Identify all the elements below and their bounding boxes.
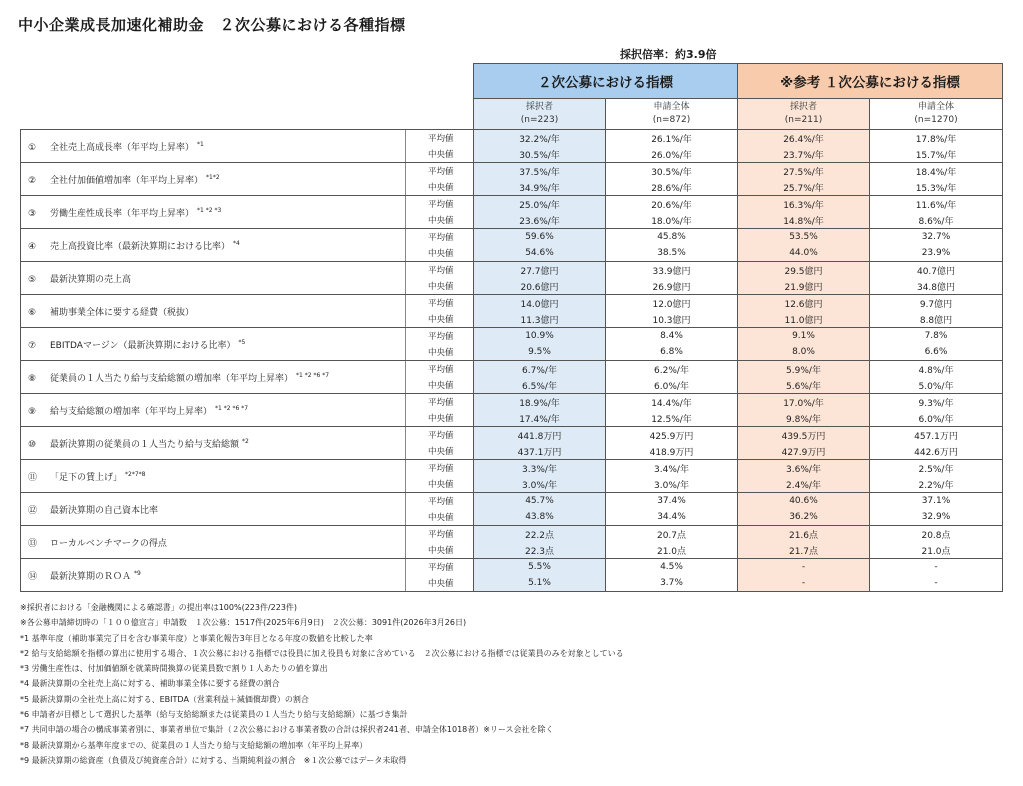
value-cell: 6.8% (606, 344, 738, 361)
value-cell: 11.6%/年 (870, 196, 1003, 213)
value-cell: 16.3%/年 (738, 196, 870, 213)
value-cell: 30.5%/年 (606, 163, 738, 180)
stat-label-average: 平均値 (406, 196, 474, 213)
indicator-label (21, 229, 406, 262)
stat-label-average: 平均値 (406, 460, 474, 477)
stat-label-median: 中央値 (406, 410, 474, 427)
table-row (21, 394, 1003, 411)
value-cell: 36.2% (738, 509, 870, 526)
value-cell: 8.4% (606, 328, 738, 345)
value-cell: 8.8億円 (870, 311, 1003, 328)
value-cell: 9.3%/年 (870, 394, 1003, 411)
value-cell: 17.8%/年 (870, 130, 1003, 147)
table-row (21, 262, 1003, 279)
selection-ratio: 採択倍率：約3.9倍 (620, 48, 717, 61)
table-row (21, 295, 1003, 312)
stat-label-median: 中央値 (406, 245, 474, 262)
indicator-number: ① (28, 142, 37, 153)
stat-label-median: 中央値 (406, 377, 474, 394)
indicator-name: 労働生産性成長率（年平均上昇率） (50, 208, 195, 219)
indicator-number: ⑦ (28, 340, 37, 351)
indicator-name: 全社付加価値増加率（年平均上昇率） (50, 175, 204, 186)
value-cell: 23.6%/年 (474, 212, 606, 229)
value-cell: 457.1万円 (870, 427, 1003, 444)
indicator-label (21, 559, 406, 592)
indicator-name: 最新決算期の自己資本比率 (50, 505, 159, 516)
stat-label-median: 中央値 (406, 179, 474, 196)
value-cell: 11.0億円 (738, 311, 870, 328)
stat-label-median: 中央値 (406, 542, 474, 559)
value-cell: 12.6億円 (738, 295, 870, 312)
value-cell: 442.6万円 (870, 443, 1003, 460)
value-cell: 7.8% (870, 328, 1003, 345)
table-row (21, 526, 1003, 543)
indicator-number: ⑨ (28, 406, 37, 417)
value-cell: 4.5% (606, 559, 738, 576)
value-cell: 9.5% (474, 344, 606, 361)
footnote-line: ※各公募申請締切時の「１００億宣言」申請数 １次公募：1517件(2025年6月9日) ２次公募：3091件(2026年3月26日) (20, 618, 467, 628)
value-cell: 54.6% (474, 245, 606, 262)
value-cell: 18.9%/年 (474, 394, 606, 411)
value-cell: 6.0%/年 (606, 377, 738, 394)
table-row (21, 460, 1003, 477)
value-cell: 9.7億円 (870, 295, 1003, 312)
footnote-line: *2 給与支給総額を指標の算出に使用する場合、１次公募における指標では役員に加え役員も対象に含めている ２次公募における指標では従業員のみを対象としている (20, 648, 624, 658)
value-cell: 2.2%/年 (870, 476, 1003, 493)
value-cell: - (738, 559, 870, 576)
footnote-line: *1 基準年度（補助事業完了日を含む事業年度）と事業化報告3年目となる年度の数値を比較した率 (20, 633, 373, 643)
value-cell: 3.4%/年 (606, 460, 738, 477)
footnote-line: *9 最新決算期の総資産（負債及び純資産合計）に対する、当期純利益の割合 ※１次公募ではデータ未取得 (20, 755, 407, 765)
value-cell: 26.1%/年 (606, 130, 738, 147)
indicator-table (20, 63, 1003, 592)
value-cell: 32.7% (870, 229, 1003, 246)
value-cell: 12.0億円 (606, 295, 738, 312)
indicator-number: ⑭ (28, 571, 38, 582)
value-cell: 9.1% (738, 328, 870, 345)
value-cell: 14.4%/年 (606, 394, 738, 411)
value-cell: - (870, 559, 1003, 576)
value-cell: 425.9万円 (606, 427, 738, 444)
indicator-name: 全社売上高成長率（年平均上昇率） (50, 142, 195, 153)
footnote-line: ※採択者における「金融機関による確認書」の提出率は100%(223件/223件) (20, 603, 298, 612)
value-cell: 25.0%/年 (474, 196, 606, 213)
footnote-line: *4 最新決算期の全社売上高に対する、補助事業全体に要する経費の割合 (20, 679, 280, 689)
value-cell: 17.4%/年 (474, 410, 606, 427)
value-cell: - (738, 575, 870, 592)
value-cell: 18.0%/年 (606, 212, 738, 229)
indicator-note: *1 (197, 140, 204, 148)
value-cell: 21.0点 (870, 542, 1003, 559)
stat-label-average: 平均値 (406, 493, 474, 510)
value-cell: 441.8万円 (474, 427, 606, 444)
indicator-number: ⑤ (28, 274, 37, 285)
value-cell: 5.1% (474, 575, 606, 592)
footnote-line: *5 最新決算期の全社売上高に対する、EBITDA（営業利益＋減価償却費）の割合 (20, 694, 309, 704)
stat-label-average: 平均値 (406, 394, 474, 411)
stat-label-average: 平均値 (406, 361, 474, 378)
value-cell: 37.5%/年 (474, 163, 606, 180)
footnote-line: *6 申請者が目標として選択した基準（給与支給総額または従業員の１人当たり給与支給総額）に基づき集計 (20, 710, 408, 720)
table-row (21, 328, 1003, 345)
value-cell: 53.5% (738, 229, 870, 246)
value-cell: 15.3%/年 (870, 179, 1003, 196)
value-cell: 3.3%/年 (474, 460, 606, 477)
value-cell: 22.3点 (474, 542, 606, 559)
value-cell: 34.8億円 (870, 278, 1003, 295)
value-cell: 43.8% (474, 509, 606, 526)
value-cell: 26.9億円 (606, 278, 738, 295)
indicator-number: ⑬ (28, 538, 38, 549)
value-cell: 45.7% (474, 493, 606, 510)
value-cell: 45.8% (606, 229, 738, 246)
indicator-label (21, 328, 406, 361)
value-cell: 8.0% (738, 344, 870, 361)
indicator-note: *1 *2 *6 *7 (215, 404, 249, 412)
value-cell: 33.9億円 (606, 262, 738, 279)
value-cell: 20.8点 (870, 526, 1003, 543)
indicator-label (21, 295, 406, 328)
value-cell: 27.7億円 (474, 262, 606, 279)
indicator-label (21, 361, 406, 394)
value-cell: 14.8%/年 (738, 212, 870, 229)
table-row (21, 493, 1003, 510)
value-cell: 27.5%/年 (738, 163, 870, 180)
stat-label-median: 中央値 (406, 278, 474, 295)
indicator-number: ③ (28, 208, 37, 219)
stat-label-median: 中央値 (406, 311, 474, 328)
value-cell: 34.9%/年 (474, 179, 606, 196)
value-cell: 23.7%/年 (738, 146, 870, 163)
stat-label-median: 中央値 (406, 212, 474, 229)
value-cell: 12.5%/年 (606, 410, 738, 427)
footnote-line: *8 最新決算期から基準年度までの、従業員の１人当たり給与支給総額の増加率（年平均上昇率） (20, 740, 368, 750)
footnote-line: *3 労働生産性は、付加価値額を就業時間換算の従業員数で割り１人あたりの値を算出 (20, 664, 328, 674)
group-header-second: ２次公募における指標 (474, 64, 738, 99)
value-cell: 6.5%/年 (474, 377, 606, 394)
value-cell: 30.5%/年 (474, 146, 606, 163)
column-header: 採択者 (n=211) (738, 99, 870, 130)
indicator-label (21, 526, 406, 559)
indicator-label (21, 427, 406, 460)
value-cell: 21.0点 (606, 542, 738, 559)
indicator-note: *4 (233, 239, 240, 247)
indicator-number: ⑫ (28, 505, 38, 516)
stat-label-average: 平均値 (406, 262, 474, 279)
value-cell: 28.6%/年 (606, 179, 738, 196)
indicator-number: ⑧ (28, 373, 37, 384)
indicator-number: ⑪ (28, 472, 38, 483)
indicator-name: 最新決算期の売上高 (50, 274, 132, 285)
value-cell: 5.9%/年 (738, 361, 870, 378)
value-cell: 20.7点 (606, 526, 738, 543)
stat-label-average: 平均値 (406, 295, 474, 312)
indicator-name: 従業員の１人当たり給与支給総額の増加率（年平均上昇率） (50, 373, 294, 384)
value-cell: 21.6点 (738, 526, 870, 543)
value-cell: 6.0%/年 (870, 410, 1003, 427)
stat-label-average: 平均値 (406, 130, 474, 147)
value-cell: 10.9% (474, 328, 606, 345)
stat-label-average: 平均値 (406, 526, 474, 543)
indicator-name: 「足下の賃上げ」 (50, 472, 123, 483)
stat-label-median: 中央値 (406, 146, 474, 163)
value-cell: 32.9% (870, 509, 1003, 526)
stat-label-average: 平均値 (406, 163, 474, 180)
value-cell: 11.3億円 (474, 311, 606, 328)
value-cell: 18.4%/年 (870, 163, 1003, 180)
value-cell: 22.2点 (474, 526, 606, 543)
indicator-name: 給与支給総額の増加率（年平均上昇率） (50, 406, 213, 417)
footnote-line: *7 共同申請の場合の構成事業者別に、事業者単位で集計（２次公募における事業者数の合計は採択者241者、申請全体1018者）※リース会社を除く (20, 725, 554, 735)
value-cell: 2.4%/年 (738, 476, 870, 493)
indicator-note: *1 *2 *6 *7 (296, 371, 330, 379)
indicator-number: ⑥ (28, 307, 37, 318)
value-cell: 4.8%/年 (870, 361, 1003, 378)
indicator-label (21, 130, 406, 163)
column-header: 申請全体 (n=1270) (870, 99, 1003, 130)
value-cell: 6.2%/年 (606, 361, 738, 378)
stat-label-average: 平均値 (406, 559, 474, 576)
value-cell: 44.0% (738, 245, 870, 262)
value-cell: 8.6%/年 (870, 212, 1003, 229)
table-row (21, 427, 1003, 444)
indicator-label (21, 493, 406, 526)
indicator-label (21, 394, 406, 427)
value-cell: 38.5% (606, 245, 738, 262)
value-cell: 5.6%/年 (738, 377, 870, 394)
indicator-note: *1 *2 *3 (197, 206, 222, 214)
table-row (21, 196, 1003, 213)
value-cell: 6.7%/年 (474, 361, 606, 378)
value-cell: 23.9% (870, 245, 1003, 262)
value-cell: 5.0%/年 (870, 377, 1003, 394)
value-cell: 3.0%/年 (474, 476, 606, 493)
indicator-number: ② (28, 175, 37, 186)
value-cell: 3.6%/年 (738, 460, 870, 477)
column-header: 申請全体 (n=872) (606, 99, 738, 130)
stat-label-median: 中央値 (406, 509, 474, 526)
value-cell: 26.4%/年 (738, 130, 870, 147)
value-cell: 2.5%/年 (870, 460, 1003, 477)
value-cell: 418.9万円 (606, 443, 738, 460)
indicator-name: ローカルベンチマークの得点 (50, 538, 167, 549)
value-cell: 37.1% (870, 493, 1003, 510)
stat-label-median: 中央値 (406, 443, 474, 460)
indicator-label (21, 163, 406, 196)
indicator-number: ⑩ (28, 439, 37, 450)
table-row (21, 229, 1003, 246)
value-cell: 17.0%/年 (738, 394, 870, 411)
value-cell: 14.0億円 (474, 295, 606, 312)
indicator-label (21, 460, 406, 493)
indicator-name: EBITDAマージン（最新決算期における比率） (50, 340, 236, 351)
value-cell: 25.7%/年 (738, 179, 870, 196)
indicator-note: *2*7*8 (125, 470, 146, 478)
value-cell: 3.0%/年 (606, 476, 738, 493)
stat-label-average: 平均値 (406, 427, 474, 444)
value-cell: 32.2%/年 (474, 130, 606, 147)
value-cell: 34.4% (606, 509, 738, 526)
footnotes (20, 600, 624, 768)
indicator-note: *1*2 (206, 173, 220, 181)
value-cell: 10.3億円 (606, 311, 738, 328)
page-title: 中小企業成長加速化補助金 ２次公募における各種指標 (18, 16, 406, 34)
stat-label-average: 平均値 (406, 229, 474, 246)
indicator-number: ④ (28, 241, 37, 252)
indicator-name: 最新決算期のＲＯＡ (50, 571, 132, 582)
value-cell: 3.7% (606, 575, 738, 592)
stat-label-median: 中央値 (406, 344, 474, 361)
indicator-name: 売上高投資比率（最新決算期における比率） (50, 241, 231, 252)
indicator-name: 補助事業全体に要する経費（税抜） (50, 307, 195, 318)
value-cell: 29.5億円 (738, 262, 870, 279)
value-cell: 26.0%/年 (606, 146, 738, 163)
value-cell: 9.8%/年 (738, 410, 870, 427)
table-row (21, 361, 1003, 378)
value-cell: 20.6億円 (474, 278, 606, 295)
table-row (21, 163, 1003, 180)
value-cell: 40.6% (738, 493, 870, 510)
indicator-note: *9 (134, 569, 141, 577)
table-row (21, 130, 1003, 147)
group-header-first: ※参考 １次公募における指標 (738, 64, 1003, 99)
value-cell: 5.5% (474, 559, 606, 576)
value-cell: 20.6%/年 (606, 196, 738, 213)
value-cell: 6.6% (870, 344, 1003, 361)
indicator-name: 最新決算期の従業員の１人当たり給与支給総額 (50, 439, 240, 450)
value-cell: 37.4% (606, 493, 738, 510)
value-cell: - (870, 575, 1003, 592)
stat-label-median: 中央値 (406, 476, 474, 493)
indicator-note: *5 (238, 338, 246, 346)
value-cell: 59.6% (474, 229, 606, 246)
value-cell: 15.7%/年 (870, 146, 1003, 163)
value-cell: 21.9億円 (738, 278, 870, 295)
table-row (21, 559, 1003, 576)
indicator-label (21, 196, 406, 229)
value-cell: 437.1万円 (474, 443, 606, 460)
stat-label-average: 平均値 (406, 328, 474, 345)
value-cell: 439.5万円 (738, 427, 870, 444)
stat-label-median: 中央値 (406, 575, 474, 592)
indicator-note: *2 (242, 437, 249, 445)
value-cell: 40.7億円 (870, 262, 1003, 279)
table-body (21, 130, 1003, 592)
value-cell: 427.9万円 (738, 443, 870, 460)
value-cell: 21.7点 (738, 542, 870, 559)
column-header: 採択者 (n=223) (474, 99, 606, 130)
indicator-label (21, 262, 406, 295)
